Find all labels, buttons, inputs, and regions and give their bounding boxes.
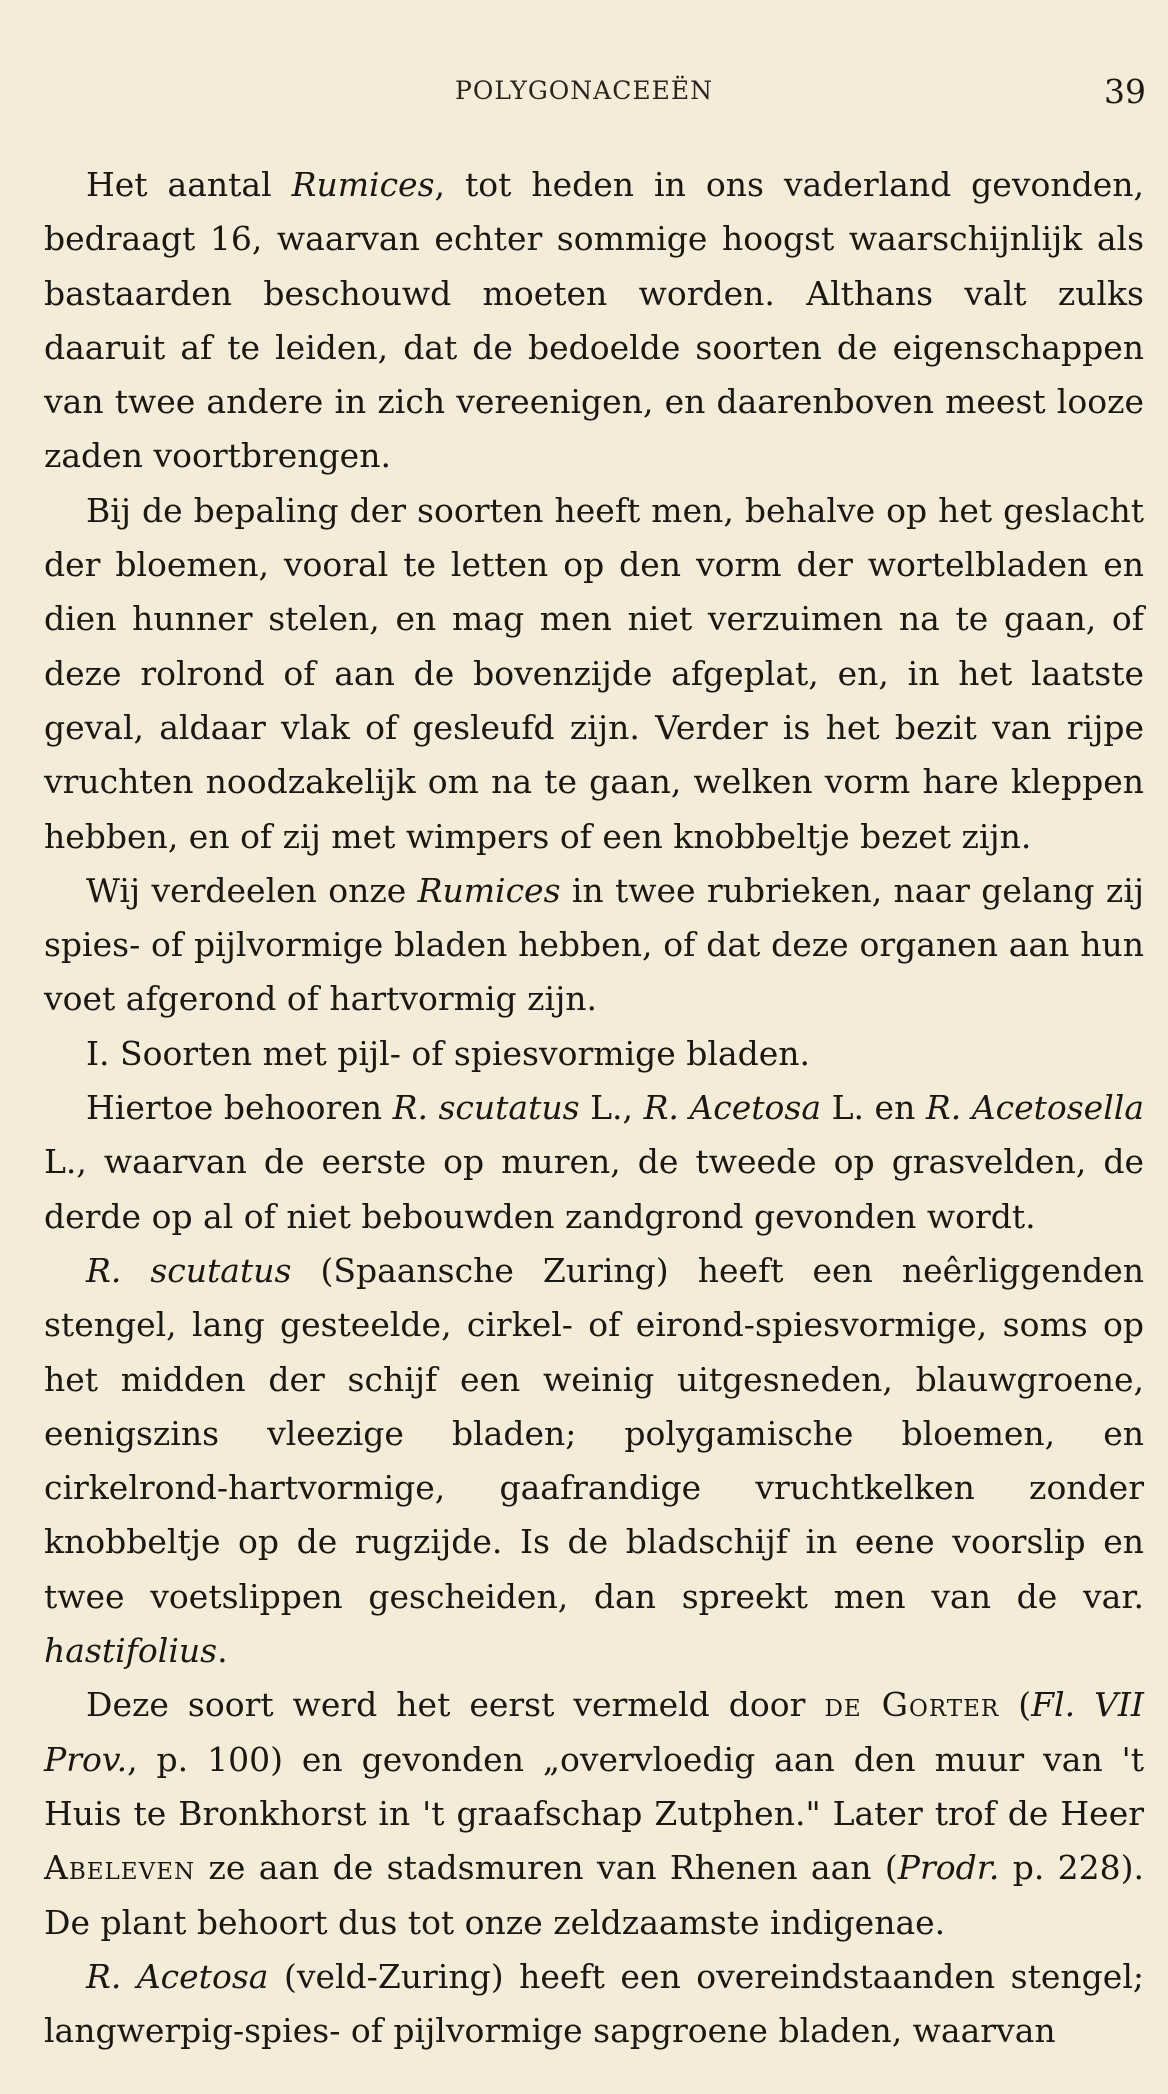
text-segment: ze aan de stadsmuren van Rhenen aan ( [195, 1848, 898, 1888]
text-segment: Wij verdeelen onze [86, 870, 418, 910]
text-segment: I. Soorten met pijl- of spiesvormige bladen. [86, 1033, 811, 1073]
text-segment: p. 228). De plant behoort dus tot onze zeldzaamste indigenae. [44, 1848, 1144, 1942]
text-segment: R. Acetosella [925, 1088, 1144, 1128]
paragraph [44, 484, 1144, 864]
text-segment: de Gorter [824, 1685, 1000, 1725]
text-segment: Rumices [291, 165, 435, 204]
text-segment: Het aantal [86, 165, 292, 204]
page-number: 39 [1104, 72, 1146, 111]
text-segment: , tot heden in ons vaderland gevonden, bedraagt 16, waarvan echter sommige hoogst waarschijnlijk als bastaarden beschouwd moeten worden. Althans valt zulks daaruit af te leiden, dat de bedoelde soorten de eigenschappen van twee andere in zich vereenigen, en daarenboven meest looze zaden voortbrengen. [44, 165, 1145, 476]
running-head [0, 72, 1168, 116]
paragraph [44, 1244, 1144, 1678]
text-segment: Fl. VII Prov. [44, 1685, 1144, 1779]
paragraph [44, 864, 1144, 1027]
text-segment: L. en [821, 1088, 926, 1128]
text-segment: Abeleven [44, 1848, 196, 1888]
paragraph [44, 1678, 1144, 1949]
paragraph [44, 1027, 1144, 1081]
text-segment: Bij de bepaling der soorten heeft men, behalve op het geslacht der bloemen, vooral te letten op den vorm der wortelbladen en dien hunner stelen, en mag men niet verzuimen na te gaan, of deze rolrond of aan de bovenzijde afgeplat, en, in het laatste geval, aldaar vlak of gesleufd zijn. Verder is het bezit van rijpe vruchten noodzakelijk om na te gaan, welken vorm hare kleppen hebben, en of zij met wimpers of een knobbeltje bezet zijn. [44, 490, 1144, 856]
text-segment: R. Acetosa [643, 1088, 822, 1128]
text-segment: (Spaansche Zuring) heeft een neêrliggenden stengel, lang gesteelde, cirkel- of eirond-spiesvormige, soms op het midden der schijf een weinig uitgesneden, blauwgroene, eenigszins vleezige bladen; polygamische bloemen, en cirkelrond-hartvormige, gaafrandige vruchtkelken zonder knobbeltje op de rugzijde. Is de bladschijf in eene voorslip en twee voetslippen gescheiden, dan spreekt men van de var. [44, 1250, 1144, 1616]
text-segment: Rumices [417, 870, 561, 910]
body-text [44, 158, 1144, 2058]
text-segment: hastifolius [44, 1631, 218, 1671]
text-segment: Prodr. [897, 1848, 1000, 1888]
text-segment: (veld-Zuring) heeft een overeindstaanden stengel; langwerpig-spies- of pijlvormige sapgroene bladen, waarvan [44, 1956, 1144, 2051]
text-segment: L., [579, 1088, 644, 1128]
text-segment: . [217, 1631, 228, 1671]
text-segment: Deze soort werd het eerst vermeld door [86, 1685, 825, 1725]
text-segment: in twee rubrieken, naar gelang zij spies- of pijlvormige bladen hebben, of dat deze organen aan hun voet afgerond of hartvormig zijn. [44, 870, 1144, 1019]
paragraph [44, 1950, 1144, 2059]
paragraph [44, 158, 1144, 484]
text-segment: Hiertoe behooren [86, 1088, 393, 1128]
text-segment: R. scutatus [392, 1088, 580, 1128]
paragraph [44, 1081, 1144, 1244]
text-segment: R. Acetosa [86, 1956, 269, 1996]
running-title: POLYGONACEEËN [455, 76, 713, 105]
text-segment: ( [999, 1685, 1032, 1725]
text-segment: , p. 100) en gevonden „overvloedig aan den muur van 't Huis te Bronkhorst in 't graafschap Zutphen." Later trof de Heer [44, 1739, 1144, 1833]
text-segment: L., waarvan de eerste op muren, de tweede op grasvelden, de derde op al of niet bebouwden zandgrond gevonden wordt. [44, 1142, 1144, 1236]
text-segment: R. scutatus [86, 1250, 292, 1290]
